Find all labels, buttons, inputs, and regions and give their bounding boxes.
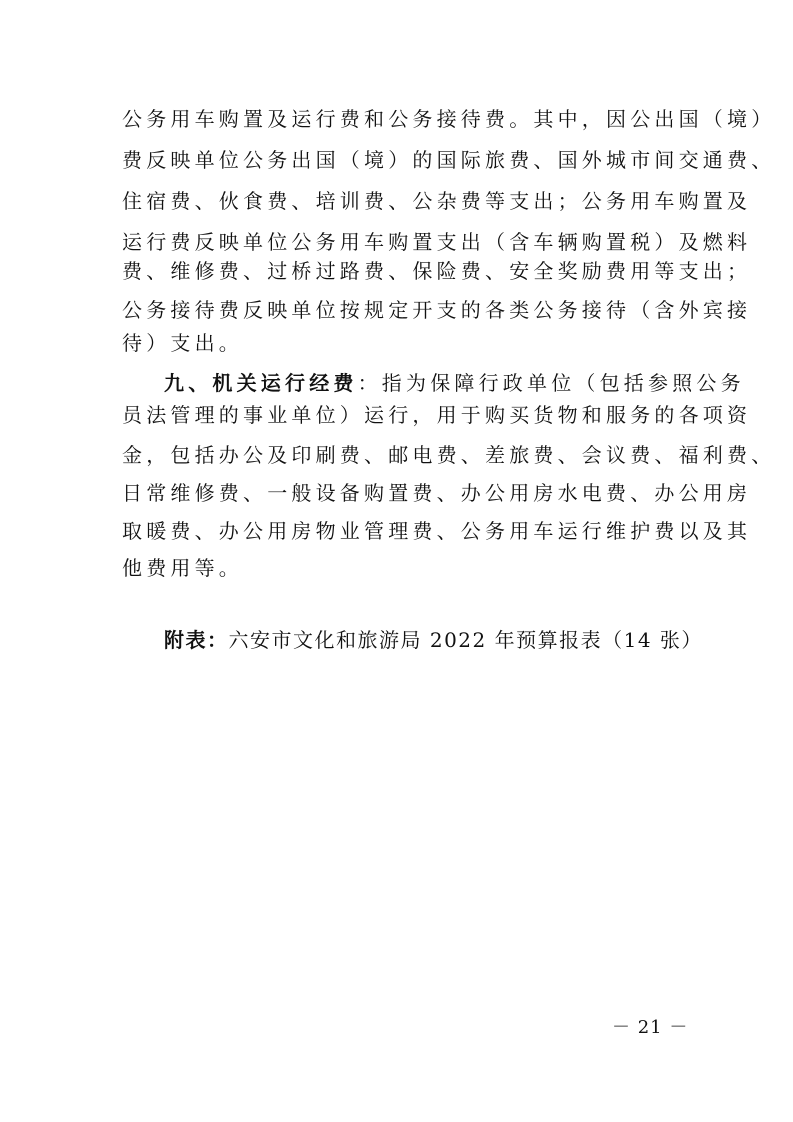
appendix-label: 附表： [164, 628, 229, 652]
text-line: 公务接待费反映单位按规定开支的各类公务接待（含外宾接 [122, 298, 752, 322]
text-line: 待）支出。 [122, 331, 243, 355]
text-line: 他费用等。 [122, 556, 243, 580]
text-line: 日常维修费、一般设备购置费、办公用房水电费、办公用房 [122, 481, 752, 505]
text-line: 运行费反映单位公务用车购置支出（含车辆购置税）及燃料 [122, 230, 752, 254]
text-line [164, 367, 745, 399]
text-line: 费反映单位公务出国（境）的国际旅费、国外城市间交通费、 [122, 148, 776, 172]
appendix-line [164, 624, 703, 656]
section-heading: 九、机关运行经费 [164, 371, 358, 395]
appendix-text: 六安市文化和旅游局 2022 年预算报表（14 张） [228, 628, 703, 652]
text-line: 住宿费、伙食费、培训费、公杂费等支出；公务用车购置及 [122, 189, 752, 213]
text-line: 费、维修费、过桥过路费、保险费、安全奖励费用等支出； [122, 259, 752, 283]
text-line: 公务用车购置及运行费和公务接待费。其中，因公出国（境） [122, 107, 776, 131]
page-number: － 21 － [612, 1017, 689, 1038]
text-line: 员法管理的事业单位）运行，用于购买货物和服务的各项资 [122, 403, 752, 427]
text-line: 金，包括办公及印刷费、邮电费、差旅费、会议费、福利费、 [122, 443, 776, 467]
heading-continuation: ：指为保障行政单位（包括参照公务 [357, 371, 745, 395]
text-line: 取暖费、办公用房物业管理费、公务用车运行维护费以及其 [122, 519, 752, 543]
